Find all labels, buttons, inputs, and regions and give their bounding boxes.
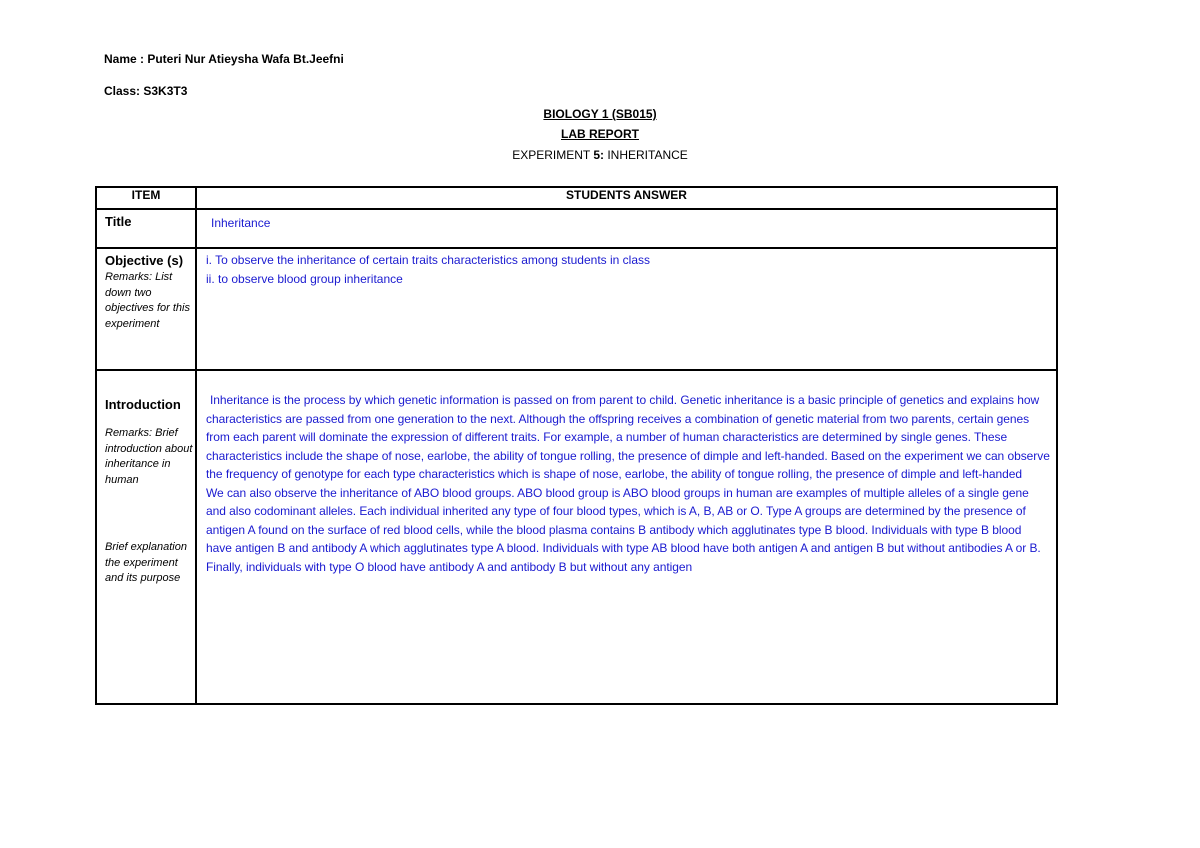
- report-title: LAB REPORT: [561, 127, 639, 141]
- title-label: Title: [105, 214, 132, 229]
- experiment-name: INHERITANCE: [604, 148, 688, 162]
- objective-remarks: Remarks: List down two objectives for this experiment: [105, 271, 190, 330]
- table-row-introduction: [96, 370, 1057, 704]
- experiment-title: [0, 148, 1200, 162]
- title-answer-cell: [196, 209, 1057, 248]
- title-answer: Inheritance: [211, 216, 271, 230]
- student-class: Class: S3K3T3: [104, 84, 188, 98]
- lab-report-table: [95, 186, 1058, 705]
- experiment-prefix: EXPERIMENT: [512, 148, 594, 162]
- introduction-answer: [197, 371, 1056, 576]
- introduction-paragraph-blood-groups: We can also observe the inheritance of ABO blood groups. ABO blood group is ABO blood groups in human are examples of multiple alleles of a single gene and also codominant alleles. Each individual inherited any type of four blood types, which is A, B, AB or O. Type A groups are determined by the presence of antigen A found on the surface of red blood cells, while the blood plasma contains B antibody which agglutinates type B blood. Individuals with type B blood have antigen B and antibody A which agglutinates type A blood. Individuals with type AB blood have both antigen A and antigen B but without antibodies A or B. Finally, individuals with type O blood have antibody A and antibody B but without any antigen: [206, 485, 1041, 574]
- course-title: BIOLOGY 1 (SB015): [543, 107, 657, 121]
- experiment-purpose-remarks: Brief explanation the experiment and its purpose: [105, 541, 187, 584]
- table-header-row: [96, 187, 1057, 209]
- introduction-remarks: Remarks: Brief introduction about inheritance in human: [105, 427, 193, 486]
- table-row-objective: [96, 248, 1057, 370]
- title-item-cell: [96, 209, 196, 248]
- item-column-header: ITEM: [96, 187, 196, 209]
- objective-answer-2: ii. to observe blood group inheritance: [206, 271, 403, 286]
- intro-answer-cell: [196, 370, 1057, 704]
- answer-column-header: STUDENTS ANSWER: [196, 187, 1057, 209]
- objective-item-cell: [96, 248, 196, 370]
- objective-answer: [197, 249, 1056, 288]
- introduction-label: Introduction: [105, 397, 181, 412]
- student-name: Name : Puteri Nur Atieysha Wafa Bt.Jeefni: [104, 52, 344, 66]
- experiment-number: 5:: [593, 148, 604, 162]
- objective-label: Objective (s): [105, 253, 184, 268]
- objective-answer-1: i. To observe the inheritance of certain traits characteristics among students in class: [206, 253, 650, 267]
- intro-item-cell: [96, 370, 196, 704]
- table-row-title: [96, 209, 1057, 248]
- objective-answer-cell: [196, 248, 1057, 370]
- introduction-paragraph-inheritance: Inheritance is the process by which genetic information is passed on from parent to child. Genetic inheritance is a basic principle of genetics and explains how characteristics are passed from one generation to the next. Although the offspring receives a combination of genetic material from two parents, certain genes from each parent will dominate the expression of different traits. For example, a number of human characteristics are determined by single genes. These characteristics include the shape of nose, earlobe, the ability of tongue rolling, the presence of dimple and left-handed. Based on the experiment we can observe the frequency of genotype for each type characteristics which is shape of nose, earlobe, the ability of tongue rolling, the presence of dimple and left-handed: [206, 393, 1050, 481]
